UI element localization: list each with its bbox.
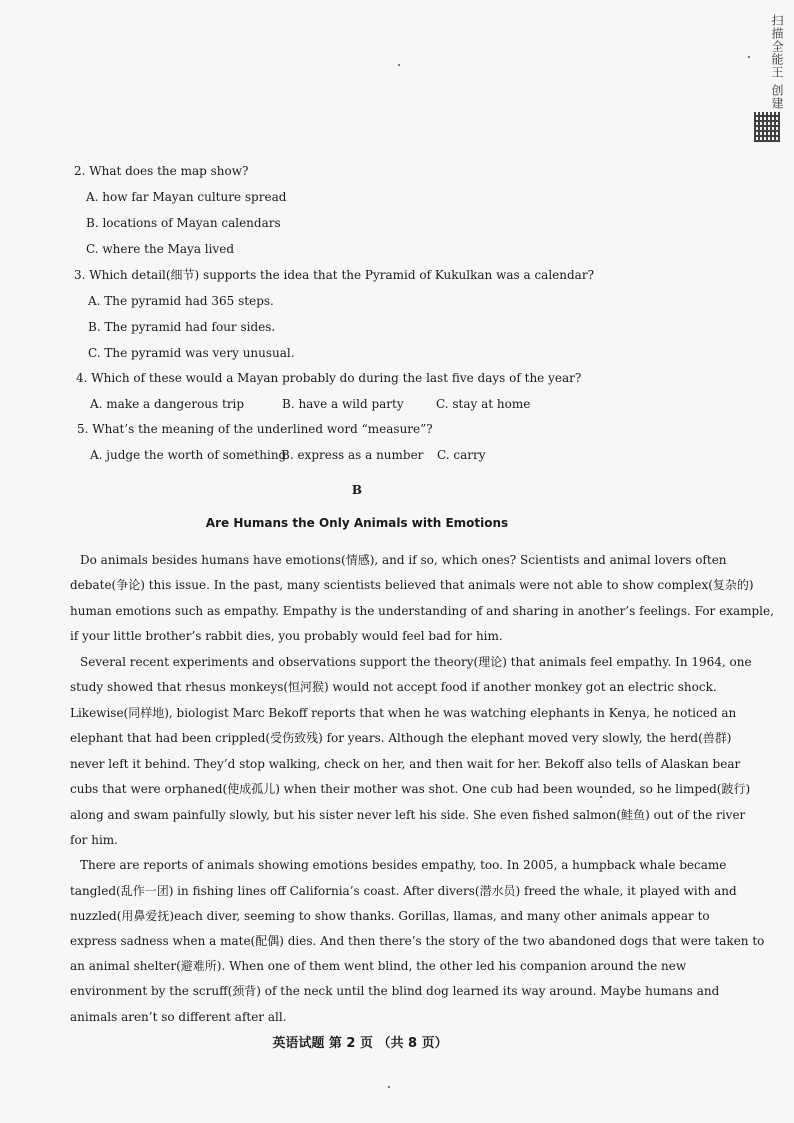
passage-line: never left it behind. They’d stop walking, check on her, and then wait for her. Bekoff also tells of Alaskan bear [70, 757, 741, 771]
question-3-stem: 3. Which detail(细节) supports the idea that the Pyramid of Kukulkan was a calendar? [74, 268, 595, 282]
scanner-watermark-text: 扫描全能王 创建 [770, 14, 784, 110]
passage-line: study showed that rhesus monkeys(恒河猴) would not accept food if another monkey got an electric shock. [70, 680, 717, 694]
question-4-option-b: B. have a wild party [282, 397, 404, 411]
question-5-option-b: B. express as a number [281, 448, 424, 462]
scan-speck [388, 1086, 390, 1088]
question-4-stem: 4. Which of these would a Mayan probably do during the last five days of the year? [76, 371, 582, 385]
page-footer: 英语试题 第 2 页 （共 8 页） [272, 1036, 448, 1051]
question-3-option-b: B. The pyramid had four sides. [88, 320, 276, 334]
passage-line: tangled(乱作一团) in fishing lines off California’s coast. After divers(潜水员) freed the whale, it played with and [70, 884, 737, 898]
scan-speck [398, 64, 400, 66]
question-3-option-a: A. The pyramid had 365 steps. [88, 294, 274, 308]
passage-line: Several recent experiments and observations support the theory(理论) that animals feel empathy. In 1964, one [80, 655, 752, 669]
passage-line: environment by the scruff(颈背) of the neck until the blind dog learned its way around. Maybe humans and [70, 984, 720, 998]
scan-speck [600, 796, 602, 798]
passage-line: cubs that were orphaned(使成孤儿) when their mother was shot. One cub had been wounded, so he limped(跛行) [70, 782, 751, 796]
passage-line: express sadness when a mate(配偶) dies. And then there’s the story of the two abandoned dogs that were taken to [70, 934, 765, 948]
question-2-option-c: C. where the Maya lived [86, 242, 235, 256]
passage-line: There are reports of animals showing emotions besides empathy, too. In 2005, a humpback whale became [80, 858, 727, 872]
passage-line: if your little brother’s rabbit dies, you probably would feel bad for him. [70, 629, 503, 643]
passage-line: an animal shelter(避难所). When one of them went blind, the other led his companion around the new [70, 959, 687, 973]
passage-line: debate(争论) this issue. In the past, many scientists believed that animals were not able to show complex(复杂的) [70, 578, 754, 592]
question-2-option-b: B. locations of Mayan calendars [86, 216, 281, 230]
question-5-option-a: A. judge the worth of something [90, 448, 287, 462]
passage-line: animals aren’t so different after all. [70, 1010, 287, 1024]
section-letter: B [351, 483, 363, 497]
passage-line: nuzzled(用鼻爱抚)each diver, seeming to show thanks. Gorillas, llamas, and many other animals appear to [70, 909, 710, 923]
passage-line: Likewise(同样地), biologist Marc Bekoff reports that when he was watching elephants in Kenya, he noticed an [70, 706, 737, 720]
question-4-option-c: C. stay at home [436, 397, 531, 411]
question-4-option-a: A. make a dangerous trip [90, 397, 245, 411]
article-title: Are Humans the Only Animals with Emotions [205, 516, 509, 530]
qr-code-icon [754, 112, 780, 142]
scan-speck [748, 56, 750, 58]
passage-line: Do animals besides humans have emotions(情感), and if so, which ones? Scientists and animal lovers often [80, 553, 727, 567]
question-3-option-c: C. The pyramid was very unusual. [88, 346, 295, 360]
passage-line: for him. [70, 833, 118, 847]
question-2-option-a: A. how far Mayan culture spread [86, 190, 287, 204]
question-5-stem: 5. What’s the meaning of the underlined word “measure”? [77, 422, 433, 436]
question-5-option-c: C. carry [437, 448, 486, 462]
question-2-stem: 2. What does the map show? [74, 164, 249, 178]
passage-line: human emotions such as empathy. Empathy is the understanding of and sharing in another’s feelings. For example, [70, 604, 774, 618]
passage-line: elephant that had been crippled(受伤致残) for years. Although the elephant moved very slowly, the herd(兽群) [70, 731, 732, 745]
passage-line: along and swam painfully slowly, but his sister never left his side. She even fished salmon(鲑鱼) out of the river [70, 808, 746, 822]
